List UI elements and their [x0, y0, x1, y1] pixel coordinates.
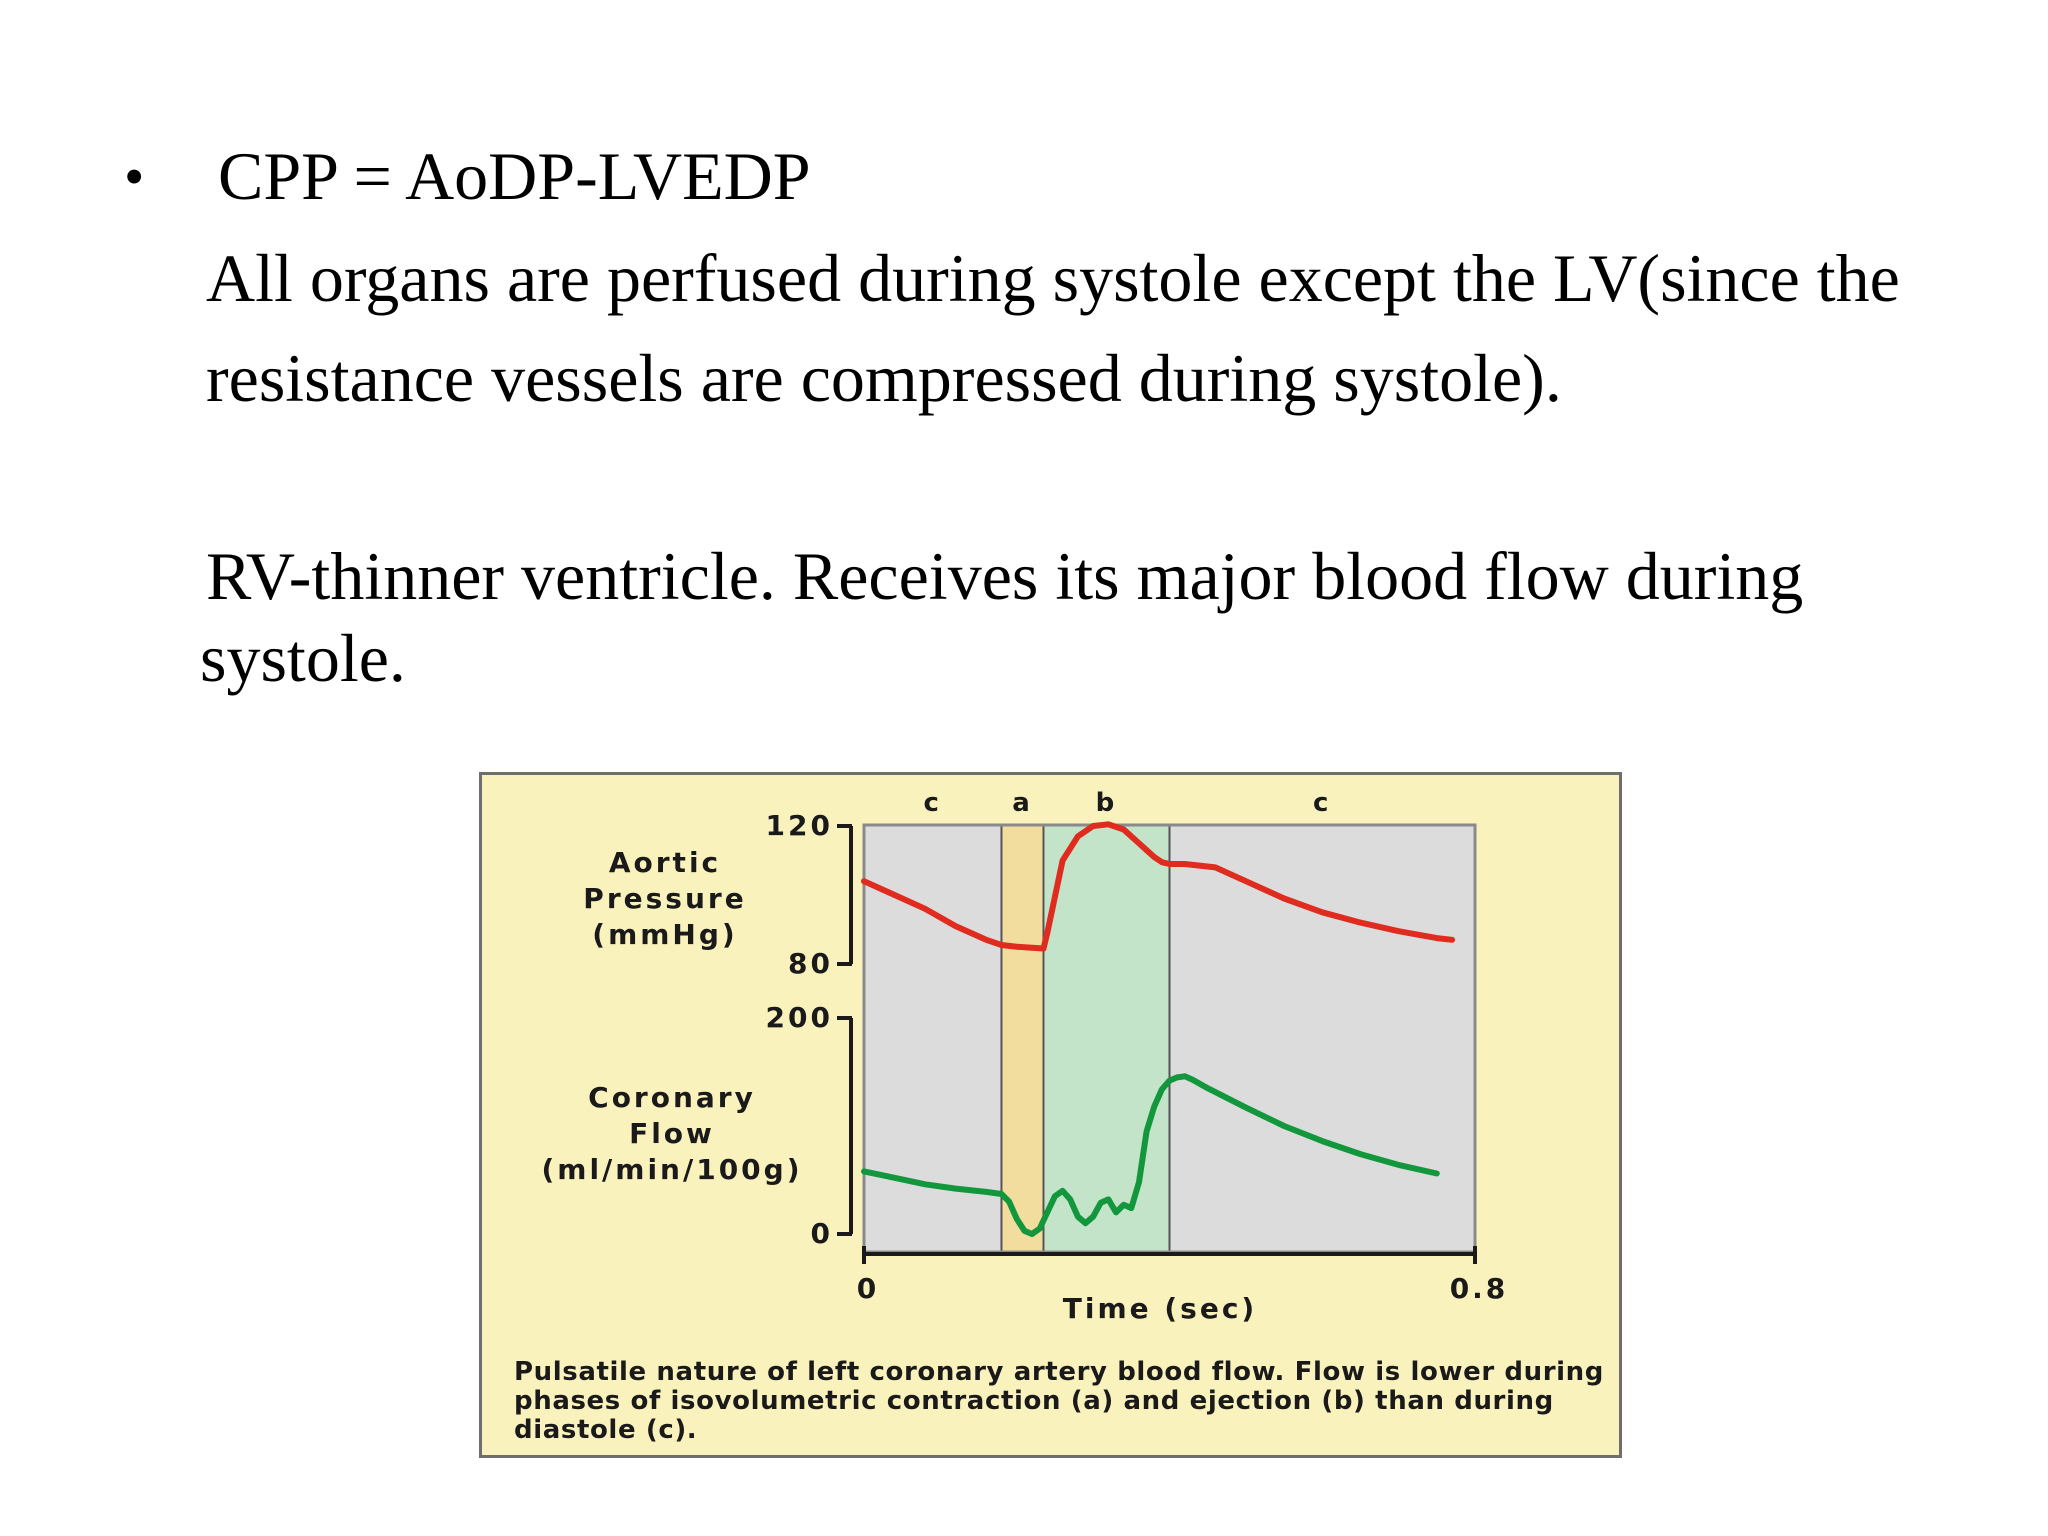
phase-band-c	[1170, 825, 1476, 1252]
phase-label-c: c	[1313, 788, 1332, 818]
body-line-4: systole.	[200, 620, 406, 696]
y-axis-label: Pressure	[583, 882, 747, 915]
body-line-3: RV-thinner ventricle. Receives its major blood flow during	[206, 538, 1804, 614]
body-line-2: resistance vessels are compressed during systole).	[206, 340, 1562, 416]
y-axis-label: (ml/min/100g)	[541, 1153, 803, 1186]
y-tick-label: 200	[765, 1001, 833, 1034]
phase-label-c: c	[923, 788, 942, 818]
x-tick-label: 0.8	[1449, 1272, 1509, 1305]
y-tick-label: 120	[765, 809, 833, 842]
y-axis-label: Coronary	[588, 1081, 756, 1114]
y-axis-label: (mmHg)	[592, 918, 738, 951]
phase-band-a	[1001, 825, 1043, 1252]
x-tick-label: 0	[856, 1272, 880, 1305]
bullet-marker: •	[124, 144, 145, 209]
y-axis-label: Aortic	[608, 846, 722, 879]
figure-caption: Pulsatile nature of left coronary artery blood flow. Flow is lower during phases of isovolumetric contraction (a) and ejection (b) than during diastole (c).	[514, 1357, 1604, 1445]
phase-label-b: b	[1095, 788, 1118, 818]
y-tick-label: 0	[810, 1217, 833, 1250]
phase-label-a: a	[1012, 788, 1033, 818]
body-line-1: All organs are perfused during systole except the LV(since the	[206, 240, 1900, 316]
coronary-flow-figure	[479, 772, 1622, 1458]
y-axis-label: Flow	[629, 1117, 715, 1150]
x-axis-label: Time (sec)	[1062, 1292, 1258, 1325]
y-tick-label: 80	[788, 947, 833, 980]
formula-line: CPP = AoDP-LVEDP	[218, 138, 811, 214]
